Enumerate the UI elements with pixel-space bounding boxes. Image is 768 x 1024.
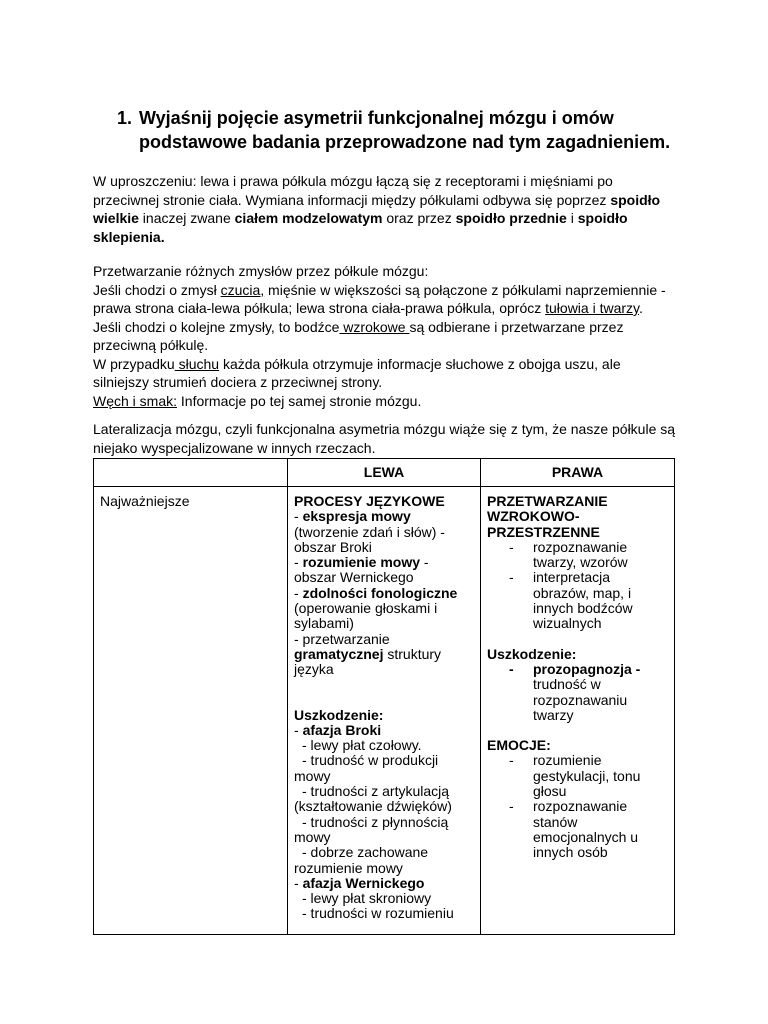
header-right: PRAWA (481, 459, 675, 487)
list-item (294, 815, 474, 846)
touch-underlined-2: tułowia i twarzy (545, 300, 640, 316)
right-damage-label: Uszkodzenie: (487, 645, 577, 662)
term-spoidlo-wielkie: spoidło wielkie (93, 191, 661, 226)
lateralization-paragraph (93, 420, 678, 457)
list-item: - trudności w rozumieniu (302, 905, 454, 922)
list-item (294, 784, 474, 815)
list-item: - interpretacja obrazów, map, i innych bodźców wizualnych (487, 570, 668, 631)
row-label-cell (94, 487, 288, 935)
table-row (94, 487, 675, 935)
list-item (294, 753, 474, 784)
intro-text-1: W uproszczeniu: lewa i prawa półkula mózgu łączą się z receptorami i mięśniami po przeciwnej stronie ciała. Wymiana informacji między półkulami odbywa się poprzez (93, 173, 613, 208)
sight-underlined: wzrokowe (339, 318, 410, 335)
prosopagnosia-list (487, 662, 668, 723)
lateralization-text: Lateralizacja mózgu, czyli funkcjonalna asymetria mózgu wiąże się z tym, że nasze półkule są niejako wyspecjalizowane w innych rzeczach. (93, 421, 676, 456)
dash: - (294, 721, 303, 738)
list-item: - rozpoznawanie twarzy, wzorów (487, 540, 668, 571)
left-hemisphere-cell (288, 487, 481, 935)
header-left: LEWA (288, 459, 481, 487)
grammar-text-2: struktury języka (294, 645, 442, 678)
emotions-label: EMOCJE: (487, 737, 551, 754)
smell-text: Informacje po tej samej stronie mózgu. (177, 392, 422, 409)
touch-line (93, 281, 678, 318)
visual-list (487, 540, 668, 632)
intro-text-4: i (566, 210, 578, 226)
emotions-list (487, 753, 668, 860)
sight-text-a: Jeśli chodzi o kolejne zmysły, to bodźce (93, 318, 340, 335)
touch-underlined: czucia, (220, 281, 265, 298)
term-spoidlo-przednie: spoidło przednie (455, 210, 567, 226)
term-cialo-modzelowate: ciałem modzelowatym (234, 210, 383, 226)
phonological-skills-desc: (operowanie głoskami i sylabami) (294, 600, 438, 632)
speech-comprehension: rozumienie mowy (302, 554, 421, 571)
list-item-text: - trudność w produkcji mowy (294, 752, 439, 784)
dash: - (294, 874, 303, 891)
speech-expression-desc: (tworzenie zdań i słów) - obszar Broki (294, 523, 445, 555)
list-item (294, 845, 474, 876)
hearing-line (93, 355, 678, 392)
grammar-bold: gramatycznej (294, 645, 384, 662)
list-item: - lewy płat skroniowy (302, 890, 432, 907)
smell-line (93, 392, 678, 411)
intro-paragraph (93, 172, 678, 246)
list-item: - rozpoznawanie stanów emocjonalnych u innych osób (487, 799, 668, 860)
sight-text-b: są odbierane i przetwarzane przez przeciwną półkulę. (93, 318, 624, 353)
intro-text-2: inaczej zwane (138, 210, 235, 226)
right-title: PRZETWARZANIE WZROKOWO-PRZESTRZENNE (487, 493, 608, 540)
intro-text-3: oraz przez (382, 210, 456, 226)
hearing-underlined: słuchu (174, 355, 220, 372)
hearing-text-b: każda półkula otrzymuje informacje słuchowe z obojga uszu, ale silniejszy strumień dociera z przeciwnej strony. (93, 355, 621, 390)
prosopagnosia-desc: trudność w rozpoznawaniu twarzy (533, 676, 628, 723)
touch-text-b: mięśnie w większości są połączone z półkulami naprzemiennie - prawa strona ciała-lewa półkula; lewa strona ciała-prawa półkula, oprócz (93, 281, 666, 316)
left-title: PROCESY JĘZYKOWE (294, 493, 445, 509)
wernicke-aphasia: afazja Wernickego (302, 874, 425, 891)
broca-aphasia: afazja Broki (302, 721, 382, 738)
list-item: - rozumienie gestykulacji, tonu głosu (487, 753, 668, 799)
question-number: 1. (117, 108, 133, 128)
sight-line (93, 318, 678, 355)
speech-comprehension-desc: - obszar Wernickego (294, 554, 429, 586)
hemisphere-table (93, 458, 675, 935)
phonological-skills: zdolności fonologiczne (302, 584, 458, 601)
speech-expression: ekspresja mowy (302, 508, 411, 525)
list-item-text: - trudności z płynnością mowy (294, 813, 449, 845)
list-item (487, 662, 668, 723)
term-spoidlo-sklepienia: spoidło sklepienia. (93, 210, 628, 245)
header-empty-cell (94, 459, 288, 487)
question-heading (117, 106, 717, 154)
left-damage-label: Uszkodzenie: (294, 706, 384, 723)
dash: - (294, 584, 303, 601)
question-title: Wyjaśnij pojęcie asymetrii funkcjonalnej mózgu i omów podstawowe badania przeprowadzone nad tym zagadnieniem. (139, 108, 671, 152)
dash: - (294, 554, 303, 571)
dash: - (294, 508, 303, 525)
table-header-row (94, 459, 675, 487)
senses-paragraph (93, 262, 678, 410)
touch-text-c: . (639, 300, 643, 316)
smell-underlined: Węch i smak: (93, 392, 178, 409)
hearing-text-a: W przypadku (93, 355, 175, 372)
right-hemisphere-cell (481, 487, 675, 935)
list-item-text: - trudności z artykulacją (kształtowanie dźwięków) (294, 783, 452, 815)
prosopagnosia: prozopagnozja - (533, 660, 641, 677)
grammar-text-1: - przetwarzanie (294, 630, 390, 647)
senses-intro: Przetwarzanie różnych zmysłów przez półkule mózgu: (93, 263, 429, 279)
row-label: Najważniejsze (100, 493, 190, 509)
touch-text-a: Jeśli chodzi o zmysł (93, 281, 221, 298)
list-item-text: - dobrze zachowane rozumienie mowy (294, 844, 429, 876)
list-item: - lewy płat czołowy. (302, 737, 422, 754)
